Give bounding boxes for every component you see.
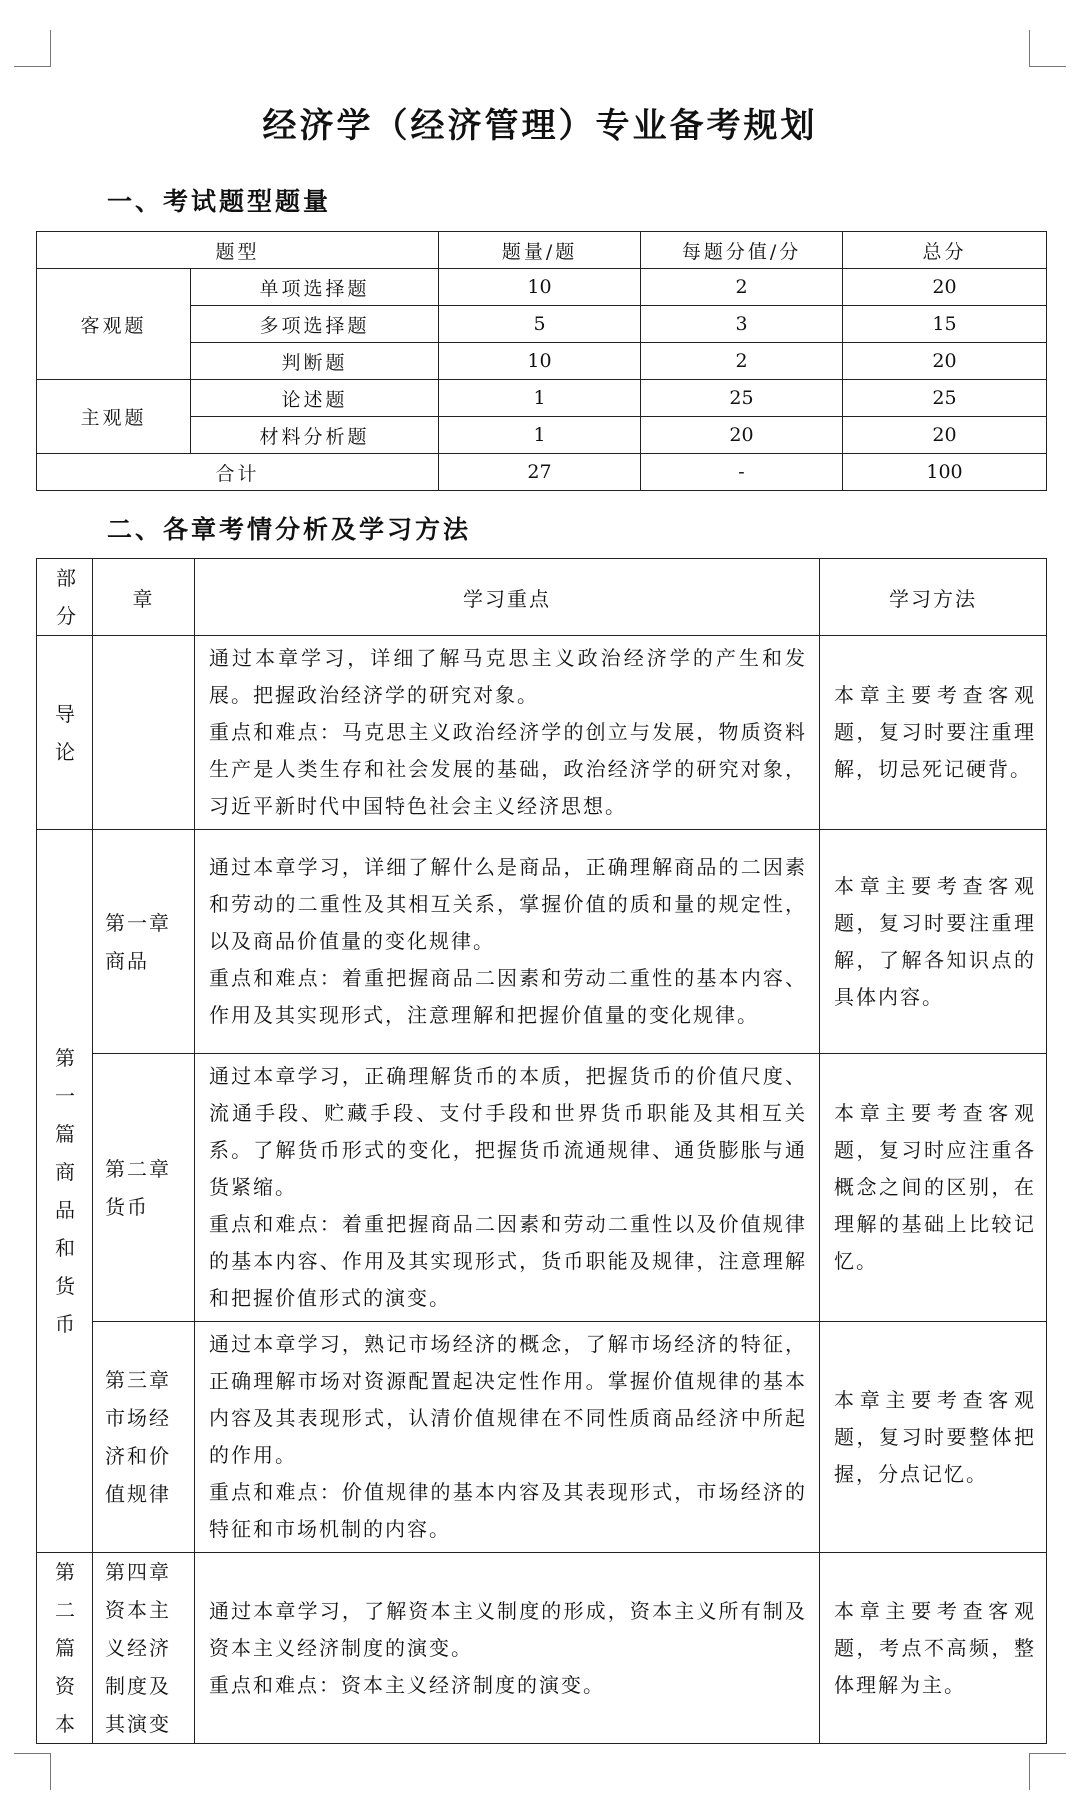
table-row xyxy=(37,269,1047,306)
total-cell: 15 xyxy=(843,306,1047,343)
sum-total: 100 xyxy=(843,454,1047,491)
crop-mark-bottom-right xyxy=(1029,1753,1066,1790)
part-2: 第二篇资本 xyxy=(37,1553,93,1744)
count-cell: 1 xyxy=(439,417,641,454)
chapter-cell: 第三章市场经济和价值规律 xyxy=(93,1322,195,1553)
method-cell: 本章主要考查客观题，复习时要注重理解，切忌死记硬背。 xyxy=(820,636,1047,830)
crop-mark-top-left xyxy=(14,30,51,67)
table-row xyxy=(37,636,1047,830)
focus-cell xyxy=(195,830,820,1054)
count-cell: 5 xyxy=(439,306,641,343)
count-cell: 10 xyxy=(439,269,641,306)
header-method: 学习方法 xyxy=(820,559,1047,636)
total-cell: 20 xyxy=(843,343,1047,380)
header-focus: 学习重点 xyxy=(195,559,820,636)
score-cell: 3 xyxy=(641,306,843,343)
group-objective: 客观题 xyxy=(37,269,191,380)
part-1: 第一篇商品和货币 xyxy=(37,830,93,1553)
score-cell: 2 xyxy=(641,343,843,380)
table-header-row xyxy=(37,559,1047,636)
table-row xyxy=(37,380,1047,417)
sum-row xyxy=(37,454,1047,491)
focus-cell xyxy=(195,1553,820,1744)
crop-mark-top-right xyxy=(1029,30,1066,67)
chapter-cell: 第二章货币 xyxy=(93,1054,195,1322)
method-cell: 本章主要考查客观题，考点不高频，整体理解为主。 xyxy=(820,1553,1047,1744)
total-cell: 25 xyxy=(843,380,1047,417)
score-cell: 25 xyxy=(641,380,843,417)
sum-count: 27 xyxy=(439,454,641,491)
method-cell: 本章主要考查客观题，复习时要整体把握，分点记忆。 xyxy=(820,1322,1047,1553)
header-part: 部分 xyxy=(37,559,93,636)
focus-key: 重点和难点：着重把握商品二因素和劳动二重性的基本内容、作用及其实现形式，注意理解和把握价值量的变化规律。 xyxy=(209,966,807,1027)
page-title: 经济学（经济管理）专业备考规划 xyxy=(262,106,818,146)
method-cell: 本章主要考查客观题，复习时要注重理解，了解各知识点的具体内容。 xyxy=(820,830,1047,1054)
focus-intro: 通过本章学习，熟记市场经济的概念，了解市场经济的特征，正确理解市场对资源配置起决定性作用。掌握价值规律的基本内容及其表现形式，认清价值规律在不同性质商品经济中所起的作用。 xyxy=(209,1332,807,1467)
table-row xyxy=(37,830,1047,1054)
part-intro: 导论 xyxy=(37,636,93,830)
chapter-cell: 第一章商品 xyxy=(93,830,195,1054)
group-subjective: 主观题 xyxy=(37,380,191,454)
type-cell: 论述题 xyxy=(191,380,439,417)
sum-score: - xyxy=(641,454,843,491)
chapter-cell xyxy=(93,636,195,830)
crop-mark-bottom-left xyxy=(14,1753,51,1790)
focus-key: 重点和难点：资本主义经济制度的演变。 xyxy=(209,1672,605,1697)
score-cell: 20 xyxy=(641,417,843,454)
question-type-table xyxy=(36,231,1047,491)
header-type: 题型 xyxy=(37,232,439,269)
total-cell: 20 xyxy=(843,417,1047,454)
header-total: 总分 xyxy=(843,232,1047,269)
header-count: 题量/题 xyxy=(439,232,641,269)
chapter-analysis-table xyxy=(36,558,1047,1744)
table-row xyxy=(37,1553,1047,1744)
header-chapter: 章 xyxy=(93,559,195,636)
chapter-cell: 第四章资本主义经济制度及其演变 xyxy=(93,1553,195,1744)
header-score: 每题分值/分 xyxy=(641,232,843,269)
table-header-row xyxy=(37,232,1047,269)
type-cell: 材料分析题 xyxy=(191,417,439,454)
section-1-heading: 一、考试题型题量 xyxy=(107,187,332,216)
count-cell: 1 xyxy=(439,380,641,417)
score-cell: 2 xyxy=(641,269,843,306)
focus-cell xyxy=(195,1054,820,1322)
focus-intro: 通过本章学习，了解资本主义制度的形成，资本主义所有制及资本主义经济制度的演变。 xyxy=(209,1598,807,1660)
count-cell: 10 xyxy=(439,343,641,380)
focus-intro: 通过本章学习，详细了解什么是商品，正确理解商品的二因素和劳动的二重性及其相互关系，掌握价值的质和量的规定性，以及商品价值量的变化规律。 xyxy=(209,855,807,953)
section-2-heading: 二、各章考情分析及学习方法 xyxy=(107,515,472,544)
table-row xyxy=(37,1322,1047,1553)
focus-intro: 通过本章学习，详细了解马克思主义政治经济学的产生和发展。把握政治经济学的研究对象。 xyxy=(209,646,807,707)
focus-cell xyxy=(195,636,820,830)
table-row xyxy=(37,1054,1047,1322)
focus-cell xyxy=(195,1322,820,1553)
focus-key: 重点和难点：着重把握商品二因素和劳动二重性以及价值规律的基本内容、作用及其实现形式，货币职能及规律，注意理解和把握价值形式的演变。 xyxy=(209,1212,807,1310)
type-cell: 单项选择题 xyxy=(191,269,439,306)
method-cell: 本章主要考查客观题，复习时应注重各概念之间的区别，在理解的基础上比较记忆。 xyxy=(820,1054,1047,1322)
focus-key: 重点和难点：价值规律的基本内容及其表现形式，市场经济的特征和市场机制的内容。 xyxy=(209,1480,807,1541)
focus-intro: 通过本章学习，正确理解货币的本质，把握货币的价值尺度、流通手段、贮藏手段、支付手段和世界货币职能及其相互关系。了解货币形式的变化，把握货币流通规律、通货膨胀与通货紧缩。 xyxy=(209,1064,807,1199)
type-cell: 判断题 xyxy=(191,343,439,380)
total-cell: 20 xyxy=(843,269,1047,306)
sum-label: 合计 xyxy=(37,454,439,491)
focus-key: 重点和难点：马克思主义政治经济学的创立与发展，物质资料生产是人类生存和社会发展的基础，政治经济学的研究对象，习近平新时代中国特色社会主义经济思想。 xyxy=(209,720,807,818)
type-cell: 多项选择题 xyxy=(191,306,439,343)
